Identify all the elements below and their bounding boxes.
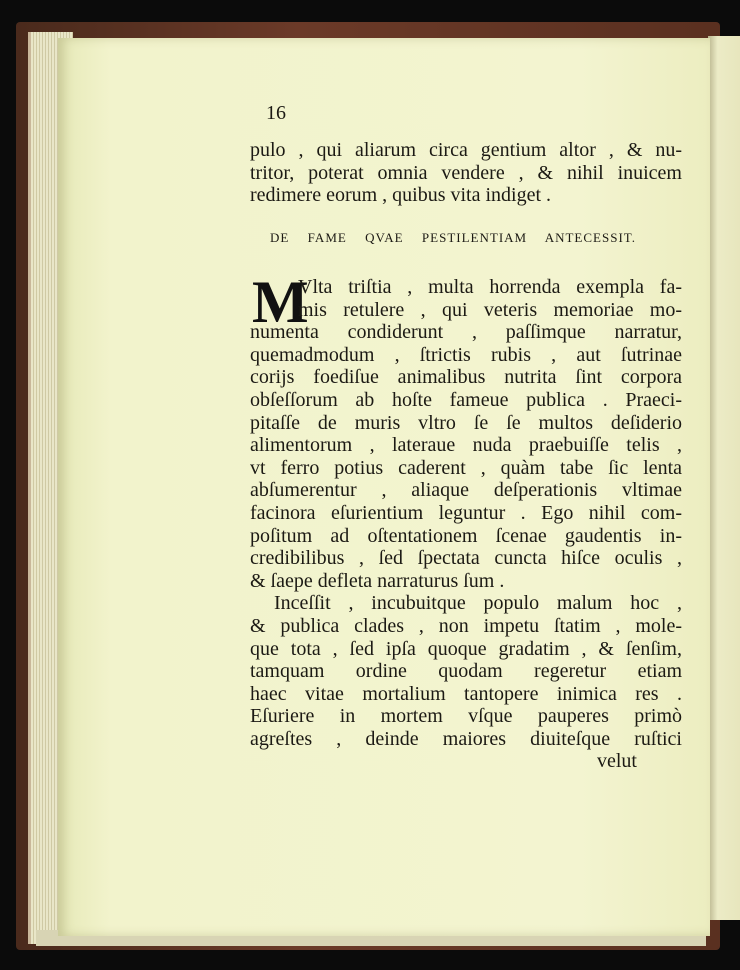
text-line: & ſaepe defleta narraturus ſum . [250, 569, 505, 592]
paragraph-1 [250, 269, 682, 773]
page-number: 16 [266, 102, 286, 124]
opening-text [250, 139, 682, 207]
text-line: credibilibus , ſed ſpectata cuncta hiſce oculis , [250, 547, 682, 570]
text-line: & publica clades , non impetu ſtatim , mole- [250, 614, 682, 637]
text-line: alimentorum , lateraue nuda praebuiſſe telis , [250, 434, 682, 457]
text-line: mis retulere , qui veteris memoriae mo- [298, 298, 682, 321]
section-heading: DE FAME QVAE PESTILENTIAM ANTECESSIT. [270, 230, 636, 245]
text-line: tamquam ordine quodam regeretur etiam [250, 660, 682, 683]
text-line: tritor, poterat omnia vendere , & nihil inuicem [250, 161, 682, 184]
text-line: Inceſſit , incubuitque populo malum hoc , [274, 592, 682, 615]
text-line: pulo , qui aliarum circa gentium altor , & nu- [250, 139, 682, 161]
text-line: numenta condiderunt , paſſimque narratur, [250, 321, 682, 344]
text-line: corijs foediſue animalibus nutrita ſint corpora [250, 366, 682, 389]
text-line: pitaſſe de muris vltro ſe ſe multos deſiderio [250, 411, 682, 434]
text-line: obſeſſorum ab hoſte fameue publica . Praeci- [250, 388, 682, 411]
text-line: que tota , ſed ipſa quoque gradatim , & ſenſim, [250, 637, 682, 660]
text-line: poſitum ad oſtentationem ſcenae gaudentis in- [250, 524, 682, 547]
text-line: Vlta triſtia , multa horrenda exempla fa- [298, 276, 682, 298]
text-line: quemadmodum , ſtrictis rubis , aut ſutrinae [250, 343, 682, 366]
drop-cap: M [252, 269, 309, 335]
adjacent-page-edge [708, 36, 740, 920]
text-line: vt ferro potius caderent , quàm tabe ſic lenta [250, 456, 682, 479]
text-line: Eſuriere in mortem vſque pauperes primò [250, 705, 682, 728]
text-line: haec vitae mortalium tantopere inimica res . [250, 682, 682, 705]
text-line: facinora eſurientium leguntur . Ego nihil com- [250, 501, 682, 524]
text-line: agreſtes , deinde maiores diuiteſque ruſtici [250, 727, 682, 750]
text-line: redimere eorum , quibus vita indiget . [250, 184, 552, 207]
catchword: velut [597, 750, 637, 773]
text-line: abſumerentur , aliaque deſperationis vltimae [250, 479, 682, 502]
